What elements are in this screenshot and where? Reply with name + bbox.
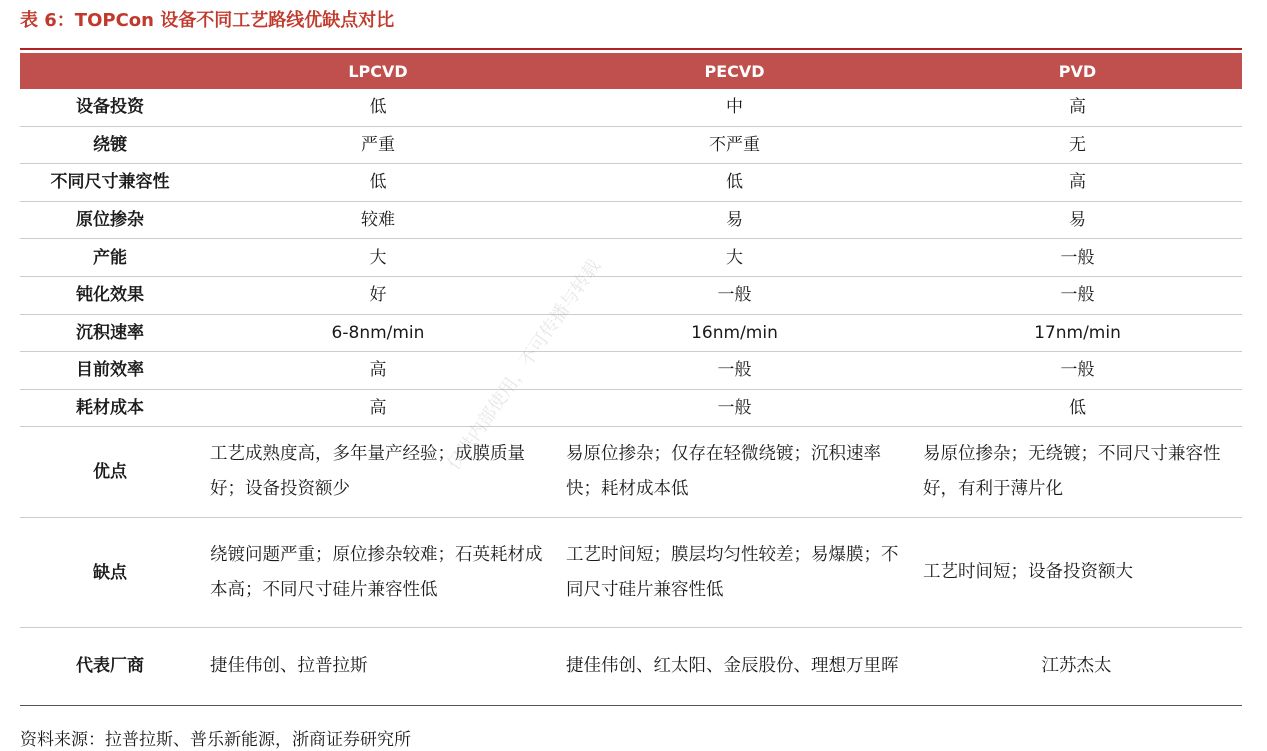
cell-pecvd: 一般 — [556, 276, 913, 314]
cell-lpcvd: 高 — [200, 352, 556, 390]
cell-pecvd: 低 — [556, 164, 913, 202]
table-row — [20, 276, 1242, 314]
cell-pvd: 无 — [913, 126, 1242, 164]
cell-lpcvd: 好 — [200, 276, 556, 314]
cell-pecvd: 大 — [556, 239, 913, 277]
header-row — [20, 53, 1242, 89]
cell-lpcvd: 低 — [369, 97, 387, 118]
cell-pvd: 低 — [913, 389, 1242, 427]
cell-lpcvd: 捷佳伟创、拉普拉斯 — [200, 628, 556, 705]
row-label: 优点 — [20, 427, 200, 518]
table-row — [20, 518, 1242, 628]
cell-pvd: 一般 — [913, 352, 1242, 390]
row-label: 沉积速率 — [20, 314, 200, 352]
row-label: 设备投资 — [76, 97, 144, 118]
row-label: 原位掺杂 — [20, 201, 200, 239]
cell-pvd: 高 — [913, 164, 1242, 202]
cell-pvd: 易原位掺杂；无绕镀；不同尺寸兼容性好，有利于薄片化 — [913, 427, 1242, 518]
cell-pecvd: 捷佳伟创、红太阳、金辰股份、理想万里晖 — [556, 628, 913, 705]
row-label: 绕镀 — [20, 126, 200, 164]
cell-pecvd: 一般 — [556, 352, 913, 390]
row-label: 不同尺寸兼容性 — [20, 164, 200, 202]
cell-pvd: 易 — [913, 201, 1242, 239]
title-rule — [20, 48, 1242, 50]
header-pecvd: PECVD — [556, 53, 913, 89]
row-label: 代表厂商 — [20, 628, 200, 705]
row-label: 耗材成本 — [20, 389, 200, 427]
table-row — [20, 628, 1242, 705]
cell-pvd: 工艺时间短；设备投资额大 — [913, 518, 1242, 628]
table-row — [20, 126, 1242, 164]
cell-pecvd: 工艺时间短；膜层均匀性较差；易爆膜；不同尺寸硅片兼容性低 — [556, 518, 913, 628]
table-row — [20, 239, 1242, 277]
row-label: 缺点 — [20, 518, 200, 628]
cell-pvd: 江苏杰太 — [913, 628, 1242, 705]
cell-pecvd: 中 — [726, 97, 743, 118]
header-pvd: PVD — [913, 53, 1242, 89]
cell-pecvd: 一般 — [556, 389, 913, 427]
table-title: 表 6：TOPCon 设备不同工艺路线优缺点对比 — [20, 10, 395, 31]
cell-pvd: 高 — [1069, 97, 1086, 118]
cell-lpcvd: 工艺成熟度高，多年量产经验；成膜质量好；设备投资额少 — [200, 427, 556, 518]
row-label: 钝化效果 — [20, 276, 200, 314]
cell-lpcvd: 6-8nm/min — [200, 314, 556, 352]
table-row — [20, 352, 1242, 390]
cell-pvd: 一般 — [913, 239, 1242, 277]
cell-lpcvd: 高 — [200, 389, 556, 427]
cell-pecvd: 易原位掺杂；仅存在轻微绕镀；沉积速率快；耗材成本低 — [556, 427, 913, 518]
cell-lpcvd: 低 — [200, 164, 556, 202]
cell-pecvd: 16nm/min — [556, 314, 913, 352]
bottom-rule — [20, 705, 1242, 706]
comparison-table — [20, 53, 1242, 704]
cell-pvd: 17nm/min — [913, 314, 1242, 352]
header-corner — [20, 53, 200, 89]
cell-pecvd: 易 — [556, 201, 913, 239]
watermark: 仅供内部使用，不可传播与转载 — [443, 255, 606, 475]
table-row — [20, 389, 1242, 427]
table-row — [20, 314, 1242, 352]
source-note: 资料来源：拉普拉斯、普乐新能源，浙商证券研究所 — [20, 730, 411, 750]
row-label: 目前效率 — [20, 352, 200, 390]
row-label: 产能 — [20, 239, 200, 277]
cell-lpcvd: 绕镀问题严重；原位掺杂较难；石英耗材成本高；不同尺寸硅片兼容性低 — [200, 518, 556, 628]
cell-lpcvd: 严重 — [200, 126, 556, 164]
cell-lpcvd: 大 — [200, 239, 556, 277]
cell-pecvd: 不严重 — [556, 126, 913, 164]
table-row — [20, 427, 1242, 518]
table-row — [20, 201, 1242, 239]
header-lpcvd: LPCVD — [200, 53, 556, 89]
table-row — [20, 89, 1242, 126]
cell-pvd: 一般 — [913, 276, 1242, 314]
cell-lpcvd: 较难 — [200, 201, 556, 239]
table-row — [20, 164, 1242, 202]
